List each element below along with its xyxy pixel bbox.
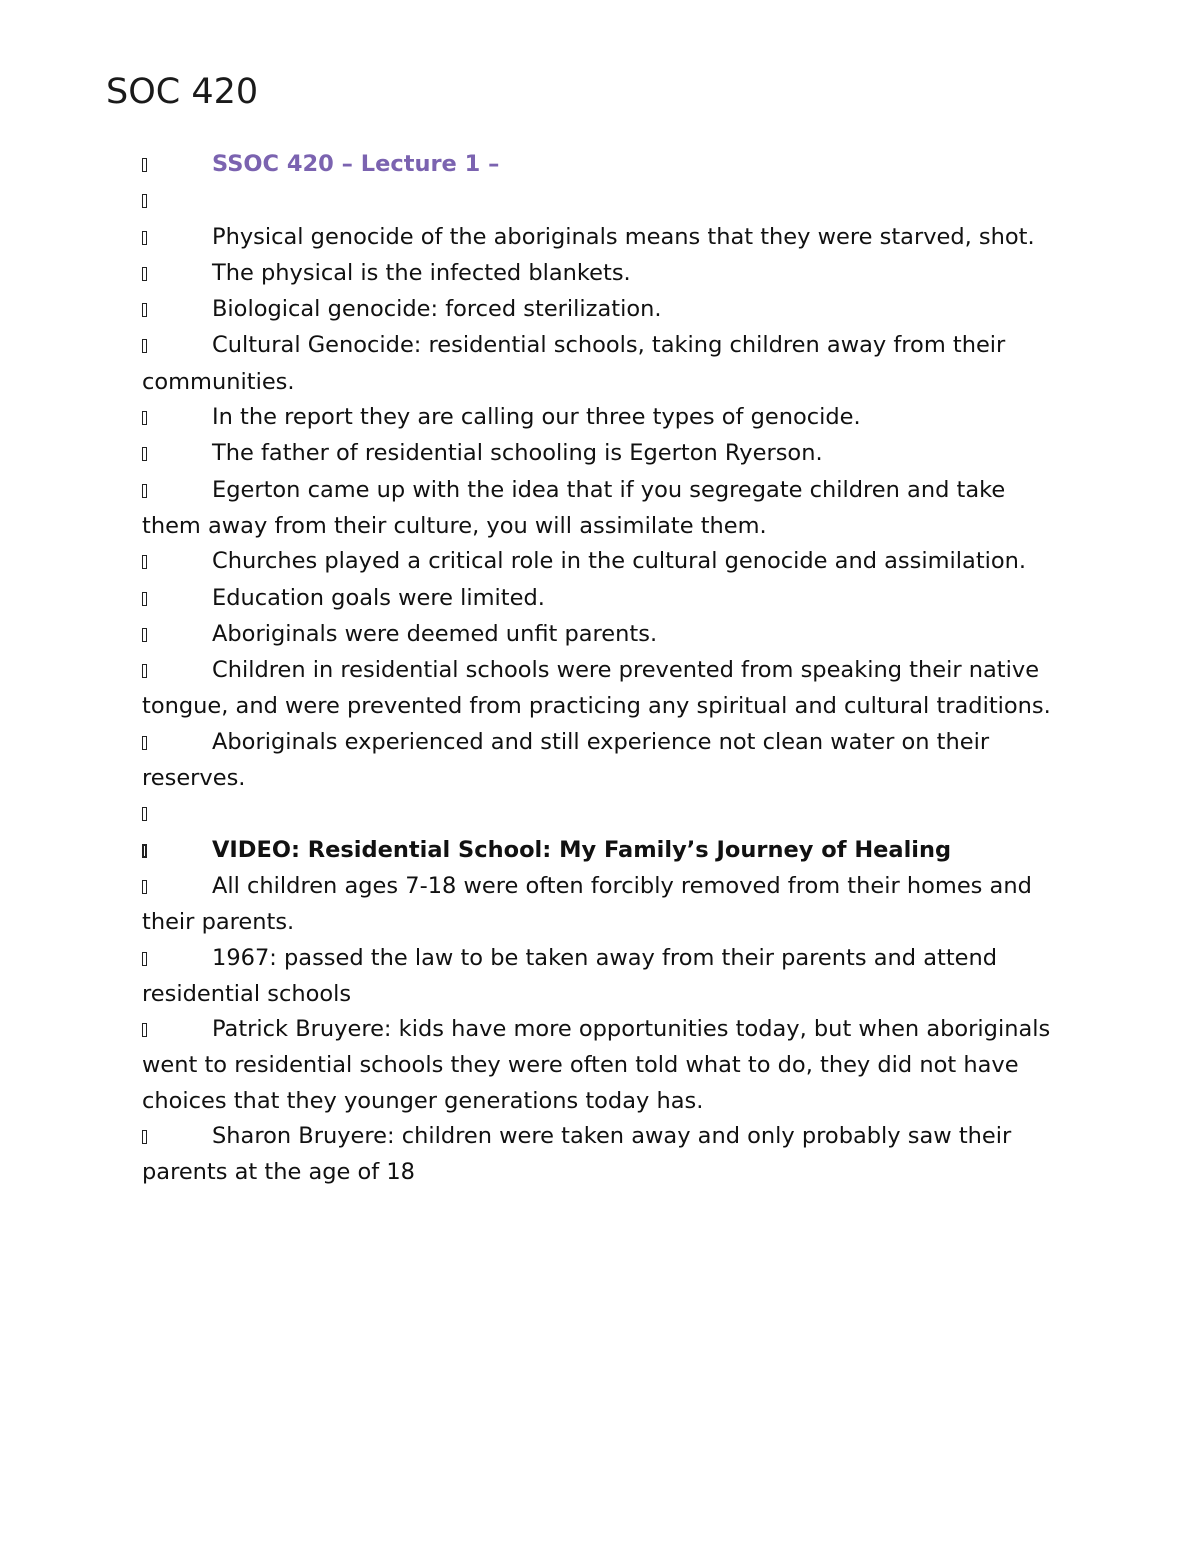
list-item: [142, 1119, 1057, 1191]
bullet-marker-icon: [142, 148, 212, 183]
list-item-text: All children ages 7-18 were often forcibly removed from their homes and their parents.: [142, 872, 1032, 936]
bullet-marker-icon: [142, 437, 212, 472]
list-item-text: Biological genocide: forced sterilization.: [212, 296, 662, 323]
list-item-text: SSOC 420 – Lecture 1 –: [212, 151, 500, 177]
list-item-text: Patrick Bruyere: kids have more opportunities today, but when aboriginals went to residential schools they were often told what to do, they did not have choices that they younger generations today has.: [142, 1016, 1051, 1114]
bullet-marker-icon: [142, 870, 212, 905]
list-item: [142, 292, 1057, 328]
list-item-text: Aboriginals experienced and still experience not clean water on their reserves.: [142, 728, 990, 792]
list-item-text: The physical is the infected blankets.: [212, 259, 631, 286]
bullet-marker-icon: [142, 474, 212, 509]
bullet-marker-icon: [142, 797, 212, 832]
list-item-text: In the report they are calling our three types of genocide.: [212, 404, 861, 431]
list-item: [142, 581, 1057, 617]
bullet-marker-icon: [142, 545, 212, 580]
list-item-text: Education goals were limited.: [212, 584, 545, 611]
bullet-marker-icon: [142, 184, 212, 219]
list-item: [142, 256, 1057, 292]
list-item-text: Aboriginals were deemed unfit parents.: [212, 620, 658, 647]
list-item: [142, 617, 1057, 653]
bullet-marker-icon: [142, 257, 212, 292]
list-item: [142, 869, 1057, 941]
bullet-marker-icon: [142, 618, 212, 653]
list-item-text: VIDEO: Residential School: My Family’s Journey of Healing: [212, 836, 952, 863]
list-item: [142, 653, 1057, 725]
bullet-marker-icon: [142, 582, 212, 617]
list-item-text: Sharon Bruyere: children were taken away and only probably saw their parents at the age of 18: [142, 1123, 1012, 1186]
list-item-text: Cultural Genocide: residential schools, taking children away from their communities.: [142, 332, 1006, 395]
list-item-text: Physical genocide of the aboriginals means that they were starved, shot.: [212, 223, 1035, 250]
bullet-marker-icon: [142, 401, 212, 436]
list-item: [142, 147, 1057, 183]
list-item: [142, 473, 1057, 545]
list-item: [142, 833, 1057, 869]
bullet-marker-icon: [142, 942, 212, 977]
bullet-list: [142, 147, 1057, 1191]
list-item: [142, 328, 1057, 400]
bullet-marker-icon: [142, 221, 212, 256]
list-item: [142, 941, 1057, 1013]
bullet-marker-icon: [142, 726, 212, 761]
document-title: SOC 420: [106, 72, 259, 112]
bullet-marker-icon: [142, 1120, 212, 1155]
list-item: [142, 436, 1057, 472]
list-item: [142, 725, 1057, 797]
bullet-marker-icon: [142, 834, 212, 869]
list-item-text: Churches played a critical role in the cultural genocide and assimilation.: [212, 548, 1027, 575]
list-item-text: The father of residential schooling is Egerton Ryerson.: [212, 440, 823, 467]
list-item: [142, 183, 1057, 219]
list-item: [142, 544, 1057, 580]
list-item: [142, 796, 1057, 832]
bullet-marker-icon: [142, 654, 212, 689]
list-item-text: Children in residential schools were prevented from speaking their native tongue, and were prevented from practicing any spiritual and cultural traditions.: [142, 657, 1051, 720]
list-item: [142, 400, 1057, 436]
list-item: [142, 220, 1057, 256]
list-item-text: 1967: passed the law to be taken away from their parents and attend residential schools: [142, 944, 998, 1007]
bullet-marker-icon: [142, 329, 212, 364]
bullet-marker-icon: [142, 1013, 212, 1048]
list-item-text: Egerton came up with the idea that if you segregate children and take them away from their culture, you will assimilate them.: [142, 476, 1006, 539]
list-item: [142, 1012, 1057, 1119]
bullet-marker-icon: [142, 293, 212, 328]
